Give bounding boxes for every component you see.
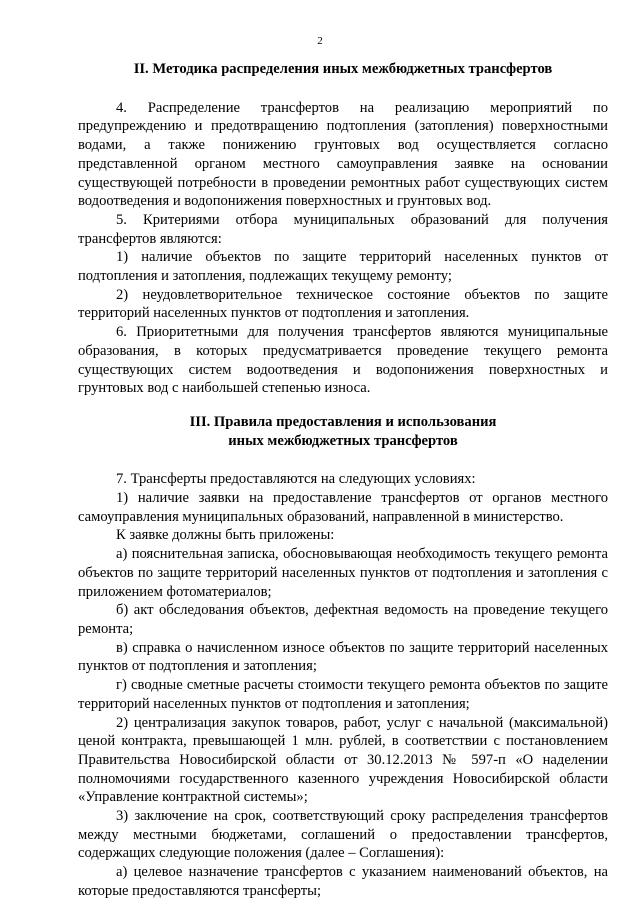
section-2-heading-text: II. Методика распределения иных межбюджетных трансфертов: [133, 61, 553, 77]
attachment-g: г) сводные сметные расчеты стоимости текущего ремонта объектов по защите территорий населенных пунктов от подтопления и затопления;: [78, 677, 608, 712]
condition-1: 1) наличие заявки на предоставление трансфертов от органов местного самоуправления муниципальных образований, направленной в министерство.: [78, 490, 608, 525]
condition-2: 2) централизация закупок товаров, работ, услуг с начальной (максимальной) ценой контракта, превышающей 1 млн. рублей, в соответствии с постановлением Правительства Новосибирской области от 30.12.2013 № 597-п «О наделении полномочиями государственного казенного учреждения Новосибирской области «Управление контрактной системы»;: [78, 714, 608, 806]
document-body: [78, 60, 608, 901]
agreement-item-a: а) целевое назначение трансфертов с указанием наименований объектов, на которые предоставляются трансферты;: [78, 864, 608, 899]
section-3-heading-line-1: III. Правила предоставления и использования: [189, 413, 497, 430]
paragraph-5: 5. Критериями отбора муниципальных образований для получения трансфертов являются:: [78, 211, 608, 247]
page-number: 2: [317, 35, 323, 47]
paragraph-7: 7. Трансферты предоставляются на следующих условиях:: [116, 471, 476, 488]
criterion-1: 1) наличие объектов по защите территорий населенных пунктов от подтопления и затопления, подлежащих текущему ремонту;: [78, 249, 608, 285]
paragraph-6: 6. Приоритетными для получения трансфертов являются муниципальные образования, в которых предусматривается проведение текущего ремонта существующих систем водоотведения и водопонижения поверхностных и грунтовых вод с наибольшей степенью износа.: [78, 324, 608, 397]
attachment-v: в) справка о начисленном износе объектов по защите территорий населенных пунктов от подтопления и затопления;: [78, 639, 608, 675]
attachments-intro: К заявке должны быть приложены:: [116, 527, 335, 544]
attachment-a: а) пояснительная записка, обосновывающая необходимость текущего ремонта объектов по защите территорий населенных пунктов от подтопления и затопления с приложением фотоматериалов;: [78, 546, 608, 600]
attachment-b: б) акт обследования объектов, дефектная ведомость на проведение текущего ремонта;: [78, 602, 608, 637]
condition-3: 3) заключение на срок, соответствующий сроку распределения трансфертов между местными бюджетами, соглашений о предоставлении трансфертов, содержащих следующие положения (далее – Соглашения):: [78, 808, 608, 862]
section-3-heading-line-2: иных межбюджетных трансфертов: [228, 432, 458, 449]
section-2-heading: [78, 60, 608, 79]
section-3-heading: [78, 413, 608, 450]
criterion-2: 2) неудовлетворительное техническое состояние объектов по защите территорий населенных пунктов от подтопления и затопления.: [78, 286, 608, 322]
paragraph-4: 4. Распределение трансфертов на реализацию мероприятий по предупреждению и предотвращению подтопления (затопления) поверхностными водами, а также понижению грунтовых вод осуществляется согласно представленной органом местного самоуправления заявке на основании существующей потребности в проведении ремонтных работ существующих систем водоотведения и водопонижения поверхностных и грунтовых вод.: [78, 99, 608, 210]
